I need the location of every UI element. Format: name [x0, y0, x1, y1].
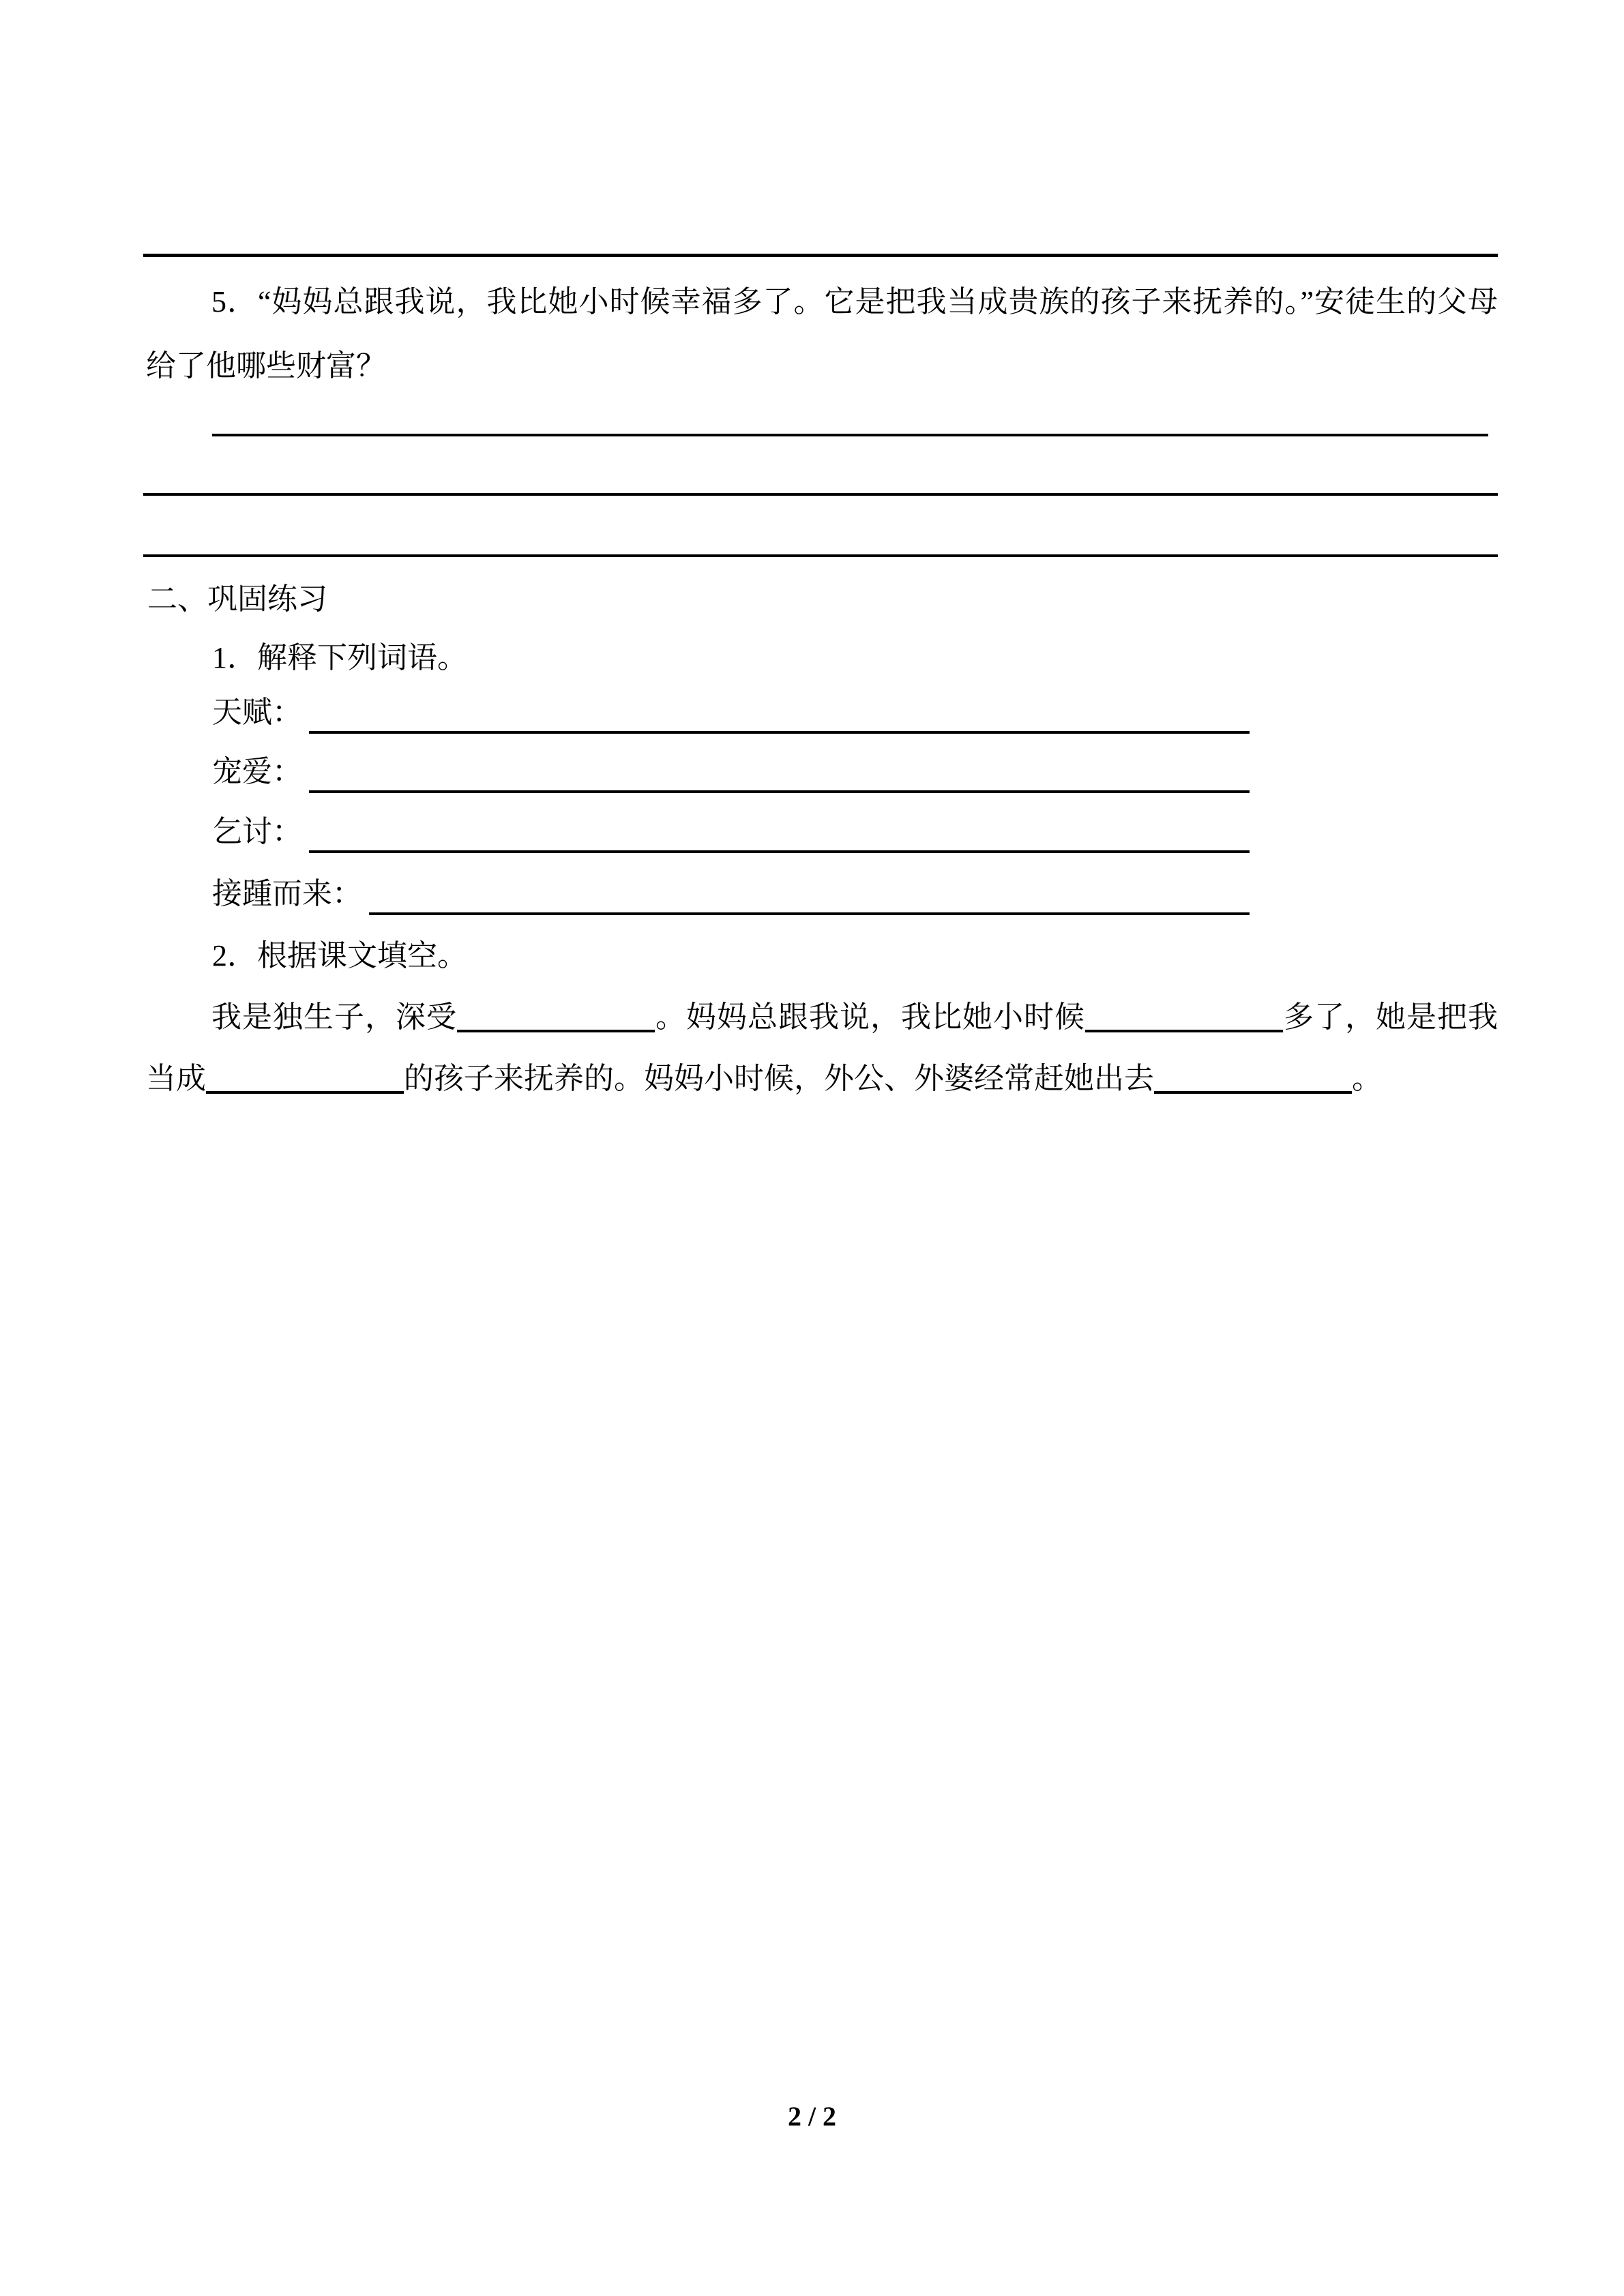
vocab-row	[212, 689, 1250, 734]
vocab-term-label: 接踵而来：	[212, 877, 362, 910]
fill-in-paragraph	[146, 987, 1498, 1109]
fill-text-segment: 的孩子来抚养的。妈妈小时候，外公、外婆经常赶她出去	[404, 1062, 1154, 1095]
fill-text-segment: 多了，她是把我当成	[146, 1000, 1498, 1095]
question-5-text: 5．“妈妈总跟我说，我比她小时候幸福多了。它是把我当成贵族的孩子来抚养的。”安徒生的父母给了他哪些财富？	[146, 285, 1498, 383]
vocab-row	[212, 808, 1250, 853]
blank-line	[1085, 998, 1283, 1032]
blank-line	[206, 1060, 404, 1094]
vocab-answer-line	[309, 731, 1250, 734]
fill-text-segment: 我是独生子，深受	[211, 1000, 457, 1034]
answer-line	[143, 554, 1498, 557]
page-number: 2 / 2	[787, 2101, 837, 2132]
vocab-answer-line	[309, 850, 1250, 853]
vocab-row	[212, 748, 1250, 793]
top-answer-rule	[143, 254, 1498, 257]
blank-line	[1154, 1060, 1352, 1094]
vocab-answer-line	[309, 790, 1250, 793]
fill-text-segment: 。妈妈总跟我说，我比她小时候	[655, 1000, 1085, 1034]
exercise-1-title: 1．解释下列词语。	[212, 641, 467, 674]
vocab-answer-line	[369, 912, 1250, 915]
answer-line	[143, 493, 1498, 496]
vocab-term-label: 乞讨：	[212, 815, 302, 848]
blank-line	[457, 998, 655, 1032]
vocab-term-label: 天赋：	[212, 696, 302, 729]
answer-line	[212, 434, 1488, 436]
section-heading: 二、巩固练习	[147, 582, 327, 616]
fill-text-segment: 。	[1352, 1062, 1382, 1095]
vocab-row	[212, 870, 1250, 915]
exercise-2-title: 2．根据课文填空。	[212, 939, 467, 972]
vocab-term-label: 宠爱：	[212, 755, 302, 788]
